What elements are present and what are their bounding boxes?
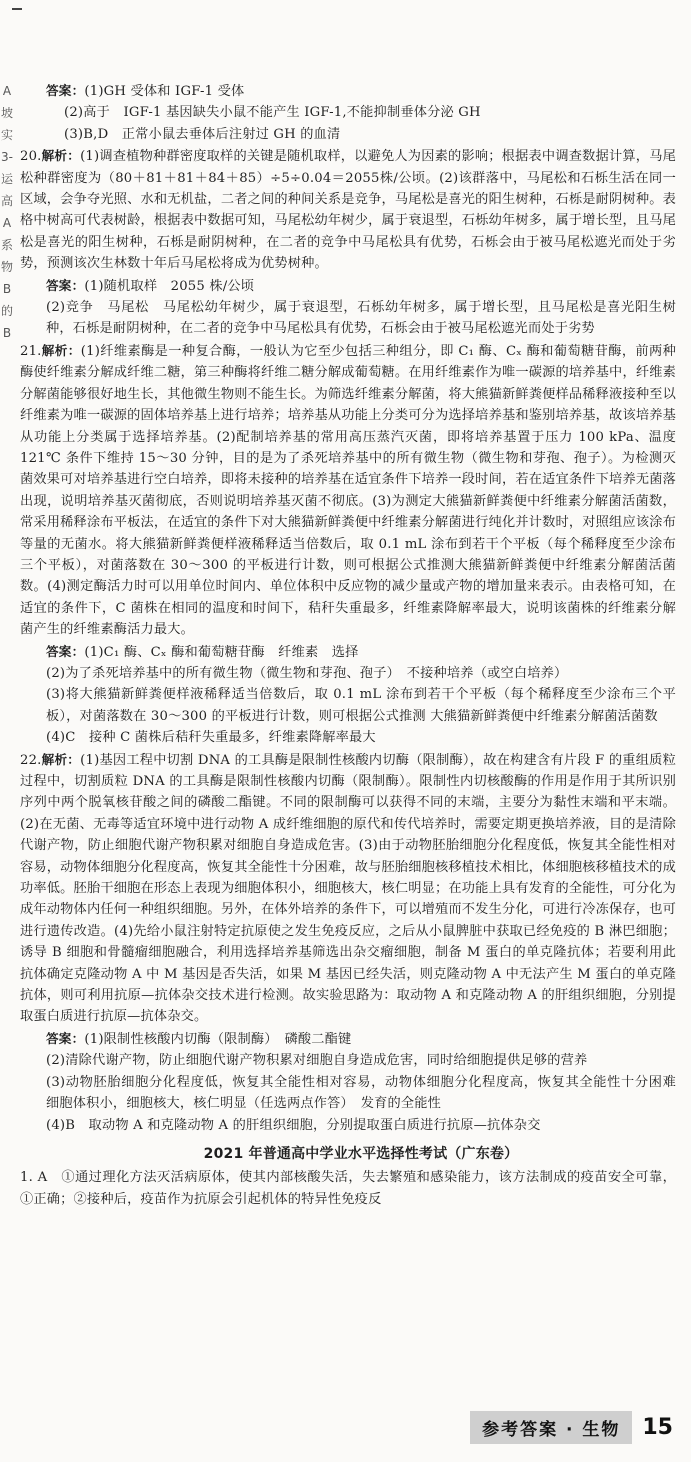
q1-number: 1. A: [20, 1170, 48, 1186]
margin-char: 实: [0, 128, 13, 142]
q19-answer-line-2: (2)高于 IGF-1 基因缺失小鼠不能产生 IGF-1,不能抑制垂体分泌 GH: [64, 105, 481, 121]
margin-char: B: [2, 326, 12, 340]
q19-answer-line-1: 答案：(1)GH 受体和 IGF-1 受体: [46, 83, 245, 99]
q21-answer-4: (4)C 接种 C 菌株后秸秆失重最多，纤维素降解率最大: [46, 730, 376, 746]
q20-number: 20.: [20, 149, 42, 165]
margin-char: 运: [0, 172, 13, 186]
margin-char: A: [2, 84, 12, 98]
margin-strip: [0, 80, 14, 344]
answer-page-content: [20, 80, 690, 1210]
q21-number: 21.: [20, 343, 42, 359]
margin-char: 系: [0, 238, 13, 252]
q22-number: 22.: [20, 752, 42, 768]
q20-analysis: 20.解析：(1)调查植物种群密度取样的关键是随机取样，以避免人为因素的影响；根据表中调查数据计算，马尾松种群密度为（80＋81＋81＋84＋85）÷5÷0.04＝2055株/公顷。(2)该群落中，马尾松和石栎生活在同一区域，会争夺光照、水和无机盐，二者之间的种间关系是竞争，马尾松是喜光的阳生树种，石栎是耐阴树种。表格中树高可代表树龄，根据表中数据可知，马尾松幼年树少，属于衰退型，石栎幼年树多，属于增长型，且马尾松是喜光的阳生树种，石栎是耐阴树种，在二者的竞争中马尾松具有优势，石栎会由于被马尾松遮光而处于劣势，预测该次生林数十年后马尾松将成为优势树种。: [20, 148, 676, 272]
q20-answer-2: (2)竞争 马尾松 马尾松幼年树少，属于衰退型，石栎幼年树多，属于增长型，且马尾松是喜光阳生树种，石栎是耐阴树种，在二者的竞争中马尾松具有优势，石栎会由于被马尾松遮光而处于劣势: [46, 300, 676, 337]
q21-answer-2: (2)为了杀死培养基中的所有微生物（微生物和芽孢、孢子） 不接种培养（或空白培养）: [46, 665, 568, 681]
q22-answer-2: (2)清除代谢产物，防止细胞代谢产物积累对细胞自身造成危害，同时给细胞提供足够的营养: [46, 1053, 588, 1069]
q1-analysis: 1. A ①通过理化方法灭活病原体，使其内部核酸失活，失去繁殖和感染能力，该方法制成的疫苗安全可靠，①正确；②接种后，疫苗作为抗原会引起机体的特异性免疫反: [20, 1170, 677, 1207]
q19-answer-line-3: (3)B,D 正常小鼠去垂体后注射过 GH 的血清: [64, 126, 341, 142]
margin-char: B: [2, 282, 12, 296]
q22-analysis: 22.解析：(1)基因工程中切割 DNA 的工具酶是限制性核酸内切酶（限制酶），故在构建含有片段 F 的重组质粒过程中，切割质粒 DNA 的工具酶是限制性核酸内切酶（限制酶）。限制性内切核酸酶的作用是作用于其所识别序列中两个脱氧核苷酸之间的磷酸二酯键。不同的限制酶可以获得不同的末端，主要分为黏性末端和平末端。(2)在无菌、无毒等适宜环境中进行动物 A 成纤维细胞的原代和传代培养时，需要定期更换培养液，目的是清除代谢产物，防止细胞代谢产物积累对细胞自身造成危害。(3)由于动物胚胎细胞分化程度低，恢复其全能性相对容易，动物体细胞分化程度高，恢复其全能性十分困难，故与胚胎细胞核移植技术相比，体细胞核移植技术的成功率低。胚胎干细胞在形态上表现为细胞体积小，细胞核大，核仁明显；在功能上具有发育的全能性，可分化为成年动物体内任何一种组织细胞。另外，在体外培养的条件下，可以增殖而不发生分化，可进行冷冻保存，也可进行遗传改造。(4)先给小鼠注射特定抗原使之发生免疫反应，之后从小鼠脾脏中获取已经免疫的 B 淋巴细胞；诱导 B 细胞和骨髓瘤细胞融合，利用选择培养基筛选出杂交瘤细胞，制备 M 蛋白的单克隆抗体；若要利用此抗体确定克隆动物 A 中 M 基因是否失活，如果 M 基因已经失活，则克隆动物 A 中无法产生 M 蛋白的单克隆抗体，则可利用抗原—抗体杂交技术进行检测。故实验思路为：取动物 A 和克隆动物 A 的肝组织细胞，分别提取蛋白质进行抗原—抗体杂交。: [20, 751, 676, 1025]
margin-char: 的: [0, 304, 13, 318]
margin-char: 物: [0, 260, 13, 274]
margin-char: A: [2, 216, 12, 230]
top-dash-mark: [12, 8, 22, 10]
margin-char: 3-: [1, 150, 13, 164]
q20-answer-1: 答案：(1)随机取样 2055 株/公顷: [46, 277, 255, 294]
q21-answer-3: (3)将大熊猫新鲜粪便样液稀释适当倍数后，取 0.1 mL 涂布到若干个平板（每个稀释度至少涂布三个平板），对菌落数在 30～300 的平板进行计数，则可根据公式推测 大熊猫新鲜粪便中纤维素分解菌活菌数: [46, 687, 676, 724]
page-number: 15: [642, 1415, 673, 1440]
section-title: 2021 年普通高中学业水平选择性考试（广东卷）: [203, 1145, 519, 1162]
q21-answer-1: 答案：(1)C₁ 酶、Cₓ 酶和葡萄糖苷酶 纤维素 选择: [46, 643, 359, 660]
q22-answer-1: 答案：(1)限制性核酸内切酶（限制酶） 磷酸二酯键: [46, 1030, 352, 1047]
q22-answer-4: (4)B 取动物 A 和克隆动物 A 的肝组织细胞，分别提取蛋白质进行抗原—抗体杂交: [46, 1117, 541, 1133]
q22-answer-3: (3)动物胚胎细胞分化程度低，恢复其全能性相对容易，动物体细胞分化程度高，恢复其全能性十分困难 细胞体积小，细胞核大，核仁明显（任选两点作答） 发育的全能性: [46, 1074, 690, 1112]
margin-char: 坡: [0, 106, 13, 120]
q21-analysis: 21.解析：(1)纤维素酶是一种复合酶，一般认为它至少包括三种组分，即 C₁ 酶、Cₓ 酶和葡萄糖苷酶，前两种酶使纤维素分解成纤维二糖，第三种酶将纤维二糖分解成葡萄糖。在用纤维素作为唯一碳源的培养基中，纤维素分解菌能够很好地生长，其他微生物则不能生长。为筛选纤维素分解菌，将大熊猫新鲜粪便样品稀释液接种至以纤维素为唯一碳源的固体培养基上进行培养；培养基从功能上分类可分为选择培养基和鉴别培养基，故该培养基从功能上分类属于选择培养基。(2)配制培养基的常用高压蒸汽灭菌，即将培养基置于压力 100 kPa、温度 121℃ 条件下维持 15～30 分钟，目的是为了杀死培养基中的所有微生物（微生物和芽孢、孢子）。为检测灭菌效果可对培养基进行空白培养，即将未接种的培养基在适宜条件下培养一段时间，若在适宜条件下培养无菌落出现，说明培养基灭菌彻底，否则说明培养基灭菌不彻底。(3)为测定大熊猫新鲜粪便中纤维素分解菌活菌数，常采用稀释涂布平板法，在适宜的条件下对大熊猫新鲜粪便中纤维素分解菌进行纯化并计数时，对照组应该涂布等量的无菌水。将大熊猫新鲜粪便样液稀释适当倍数后，取 0.1 mL 涂布到若干个平板（每个稀释度至少涂布三个平板），对菌落数在 30～300 的平板进行计数，则可根据公式推测大熊猫新鲜粪便中纤维素分解菌活菌数。(4)测定酶活力时可以用单位时间内、单位体积中反应物的减少量或产物的增加量来表示。由表格可知，在适宜的条件下，C 菌株在相同的温度和时间下，秸秆失重最多，纤维素降解率最大，说明该菌株的纤维素分解菌产生的纤维素酶活力最大。: [20, 342, 676, 638]
margin-char: 高: [0, 194, 13, 208]
footer-label: 参考答案 · 生物: [470, 1411, 632, 1444]
page-footer: [470, 1411, 673, 1444]
